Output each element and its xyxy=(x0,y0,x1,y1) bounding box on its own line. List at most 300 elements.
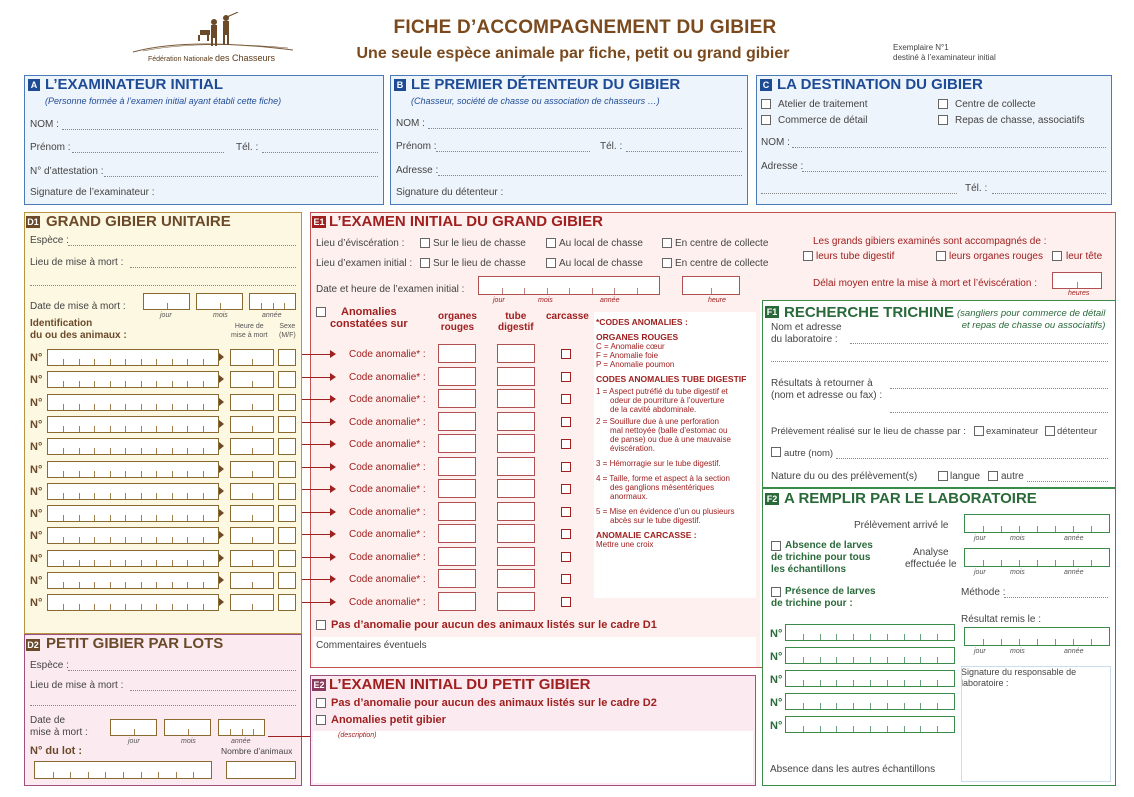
prelev-autre-input[interactable] xyxy=(836,458,1108,459)
field-divider xyxy=(125,448,126,454)
tube-digestif-field[interactable] xyxy=(497,367,535,386)
signature-labo-field[interactable] xyxy=(961,666,1111,782)
eviscer-centre-label: En centre de collecte xyxy=(675,238,769,249)
e1-heure-caption: heure xyxy=(708,297,726,304)
field-divider xyxy=(172,515,173,521)
field-divider xyxy=(141,515,142,521)
animal-id-field[interactable] xyxy=(47,394,219,411)
field-divider xyxy=(904,634,905,640)
field-divider xyxy=(920,680,921,686)
field-divider xyxy=(203,426,204,432)
animal-sexe-field[interactable] xyxy=(278,394,296,411)
field-divider xyxy=(836,703,837,709)
field-divider xyxy=(141,582,142,588)
date-annee-field[interactable] xyxy=(249,293,296,310)
field-divider xyxy=(158,772,159,778)
carcasse-checkbox[interactable] xyxy=(561,349,571,359)
animal-heure-field[interactable] xyxy=(230,371,274,388)
field-divider xyxy=(63,515,64,521)
field-divider xyxy=(820,657,821,663)
organes-rouges-field[interactable] xyxy=(438,479,476,498)
field-divider xyxy=(70,772,71,778)
section-e1-letter: E1 xyxy=(313,217,325,227)
animal-heure-field[interactable] xyxy=(230,394,274,411)
animal-no-label: N° xyxy=(30,575,43,587)
organes-rouges-field[interactable] xyxy=(438,389,476,408)
animal-id-field[interactable] xyxy=(47,438,219,455)
carcasse-checkbox[interactable] xyxy=(561,552,571,562)
field-divider xyxy=(203,493,204,499)
eviscer-local-checkbox[interactable] xyxy=(546,238,556,248)
field-divider xyxy=(94,537,95,543)
f2-jour-caption-1: jour xyxy=(974,535,986,542)
code-anomalie-label: Code anomalie* : xyxy=(349,416,426,428)
animal-no-label: N° xyxy=(30,463,43,476)
detenteur-tel-input[interactable] xyxy=(626,151,742,152)
commerce-label: Commerce de détail xyxy=(778,115,868,126)
field-divider xyxy=(870,634,871,640)
tube-digestif-field[interactable] xyxy=(497,479,535,498)
exemplaire-note: Exemplaire N°1 destiné à l’examinateur initial xyxy=(893,43,996,62)
field-divider xyxy=(110,493,111,499)
animal-id-field[interactable] xyxy=(47,505,219,522)
eviscer-label: Lieu d’éviscération : xyxy=(316,238,405,249)
tube-digestif-field[interactable] xyxy=(497,434,535,453)
acc-tete-checkbox[interactable] xyxy=(1052,251,1062,261)
delai-field[interactable] xyxy=(1052,272,1102,289)
field-divider xyxy=(141,471,142,477)
organes-rouges-field[interactable] xyxy=(438,592,476,611)
organes-rouges-field[interactable] xyxy=(438,457,476,476)
repas-checkbox[interactable] xyxy=(938,115,948,125)
examen-centre-label: En centre de collecte xyxy=(675,258,769,269)
field-divider xyxy=(172,493,173,499)
field-divider xyxy=(887,680,888,686)
prelev-autre-label: autre (nom) xyxy=(784,448,834,459)
destination-address-line2 xyxy=(761,193,957,194)
section-d1-title: GRAND GIBIER UNITAIRE xyxy=(46,213,231,230)
tube-digestif-field[interactable] xyxy=(497,592,535,611)
nom-input[interactable] xyxy=(62,129,378,130)
analyse-label: Analyse effectuée le xyxy=(905,547,957,570)
animal-id-field[interactable] xyxy=(47,527,219,544)
animal-id-field[interactable] xyxy=(47,416,219,433)
resultat-date-field[interactable] xyxy=(964,627,1110,646)
field-divider xyxy=(920,726,921,732)
espece-input[interactable] xyxy=(68,245,296,246)
field-divider xyxy=(110,471,111,477)
eviscer-local-label: Au local de chasse xyxy=(559,238,643,249)
exam-heure-field[interactable] xyxy=(682,276,740,295)
organes-rouges-field[interactable] xyxy=(438,547,476,566)
destination-tel-input[interactable] xyxy=(992,193,1106,194)
animal-id-arrow-icon xyxy=(219,420,224,428)
presence-id-field[interactable] xyxy=(785,716,955,733)
carcasse-checkbox[interactable] xyxy=(561,529,571,539)
examen-chasse-label: Sur le lieu de chasse xyxy=(433,258,526,269)
carcasse-checkbox[interactable] xyxy=(561,439,571,449)
field-divider xyxy=(853,634,854,640)
field-divider xyxy=(252,493,253,499)
attestation-label: N° d’attestation : xyxy=(30,166,104,177)
prenom-input[interactable] xyxy=(72,152,224,153)
tube-digestif-field[interactable] xyxy=(497,502,535,521)
animal-id-field[interactable] xyxy=(47,349,219,366)
field-divider xyxy=(836,680,837,686)
field-divider xyxy=(94,404,95,410)
acc-tete-label: leur tête xyxy=(1066,251,1103,262)
pas-anomalie-d2-checkbox[interactable] xyxy=(316,698,326,708)
e1-jour-caption: jour xyxy=(493,297,505,304)
field-divider xyxy=(1001,639,1002,645)
field-divider xyxy=(125,359,126,365)
field-divider xyxy=(1073,560,1074,566)
atelier-checkbox[interactable] xyxy=(761,99,771,109)
field-divider xyxy=(110,448,111,454)
field-divider xyxy=(156,471,157,477)
field-divider xyxy=(1091,639,1092,645)
codes-anomalies-legend: *CODES ANOMALIES : ORGANES ROUGES C = Anomalie cœur F = Anomalie foie P = Anomalie poumon CODES ANOMALIES TUBE DIGESTIF 1 = Aspect putréfié du tube digestif et odeur de pourriture à l’ouverture de la cavité abdominale. 2 = Souillure due à une perforation mal nettoyée (balle d’estomac ou de panse) ou due à une mauvaise éviscération. 3 = Hémorragie sur le tube digestif. 4 = Taille, forme et aspect à la section des ganglions mésentériques anormaux. 5 = Mise en évidence d’un ou plusieurs abcès sur le tube digestif. ANOMALIE CARCASSE : Mettre une croix xyxy=(596,317,747,549)
prelev-examinateur-checkbox[interactable] xyxy=(974,426,984,436)
field-divider xyxy=(252,560,253,566)
animal-no-label: N° xyxy=(30,552,43,565)
d2-date-label: Date de mise à mort : xyxy=(30,715,88,738)
d2-espece-input[interactable] xyxy=(68,670,296,671)
animal-sexe-field[interactable] xyxy=(278,505,296,522)
tube-digestif-field[interactable] xyxy=(497,457,535,476)
acc-tube-checkbox[interactable] xyxy=(803,251,813,261)
detenteur-nom-input[interactable] xyxy=(428,128,742,129)
row-arrow-icon xyxy=(330,485,336,493)
field-divider xyxy=(94,515,95,521)
section-b-detenteur xyxy=(390,75,748,205)
animal-id-arrow-icon xyxy=(219,531,224,539)
field-divider xyxy=(187,515,188,521)
organes-rouges-field[interactable] xyxy=(438,502,476,521)
destination-adresse-input[interactable] xyxy=(802,171,1106,172)
absence-autres-label: Absence dans les autres échantillons xyxy=(770,764,936,775)
carcasse-checkbox[interactable] xyxy=(561,507,571,517)
field-divider xyxy=(141,381,142,387)
examen-centre-checkbox[interactable] xyxy=(662,258,672,268)
row-arrow-icon xyxy=(330,598,336,606)
field-divider xyxy=(920,657,921,663)
presence-no-label: N° xyxy=(770,651,783,663)
field-divider xyxy=(125,515,126,521)
carcasse-checkbox[interactable] xyxy=(561,394,571,404)
row-arrow-line xyxy=(302,444,330,445)
animal-heure-field[interactable] xyxy=(230,550,274,567)
field-divider xyxy=(141,772,142,778)
animal-heure-field[interactable] xyxy=(230,416,274,433)
animal-sexe-field[interactable] xyxy=(278,371,296,388)
animal-no-label: N° xyxy=(30,441,43,454)
section-d2-letter: D2 xyxy=(27,640,39,650)
carcasse-checkbox[interactable] xyxy=(561,417,571,427)
animal-no-label: N° xyxy=(30,508,43,521)
field-divider xyxy=(125,560,126,566)
organes-rouges-field[interactable] xyxy=(438,344,476,363)
resultat-remis-label: Résultat remis le : xyxy=(961,614,1042,625)
field-divider xyxy=(203,404,204,410)
presence-id-field[interactable] xyxy=(785,624,955,641)
animal-id-arrow-icon xyxy=(219,487,224,495)
animal-heure-field[interactable] xyxy=(230,527,274,544)
eviscer-centre-checkbox[interactable] xyxy=(662,238,672,248)
tube-digestif-field[interactable] xyxy=(497,412,535,431)
commerce-checkbox[interactable] xyxy=(761,115,771,125)
e1-mois-caption: mois xyxy=(538,297,553,304)
field-divider xyxy=(88,772,89,778)
animal-heure-field[interactable] xyxy=(230,483,274,500)
section-d2-title: PETIT GIBIER PAR LOTS xyxy=(46,635,224,652)
organes-rouges-field[interactable] xyxy=(438,367,476,386)
d2-annee-field[interactable] xyxy=(218,719,265,736)
field-divider xyxy=(203,381,204,387)
organes-rouges-field[interactable] xyxy=(438,434,476,453)
carcasse-checkbox[interactable] xyxy=(561,597,571,607)
animal-sexe-field[interactable] xyxy=(278,461,296,478)
field-divider xyxy=(156,560,157,566)
row-arrow-icon xyxy=(330,463,336,471)
field-divider xyxy=(820,680,821,686)
date-jour-field[interactable] xyxy=(143,293,190,310)
presence-id-field[interactable] xyxy=(785,693,955,710)
logo-hunters-icon xyxy=(128,12,298,54)
animal-heure-field[interactable] xyxy=(230,594,274,611)
animal-heure-field[interactable] xyxy=(230,438,274,455)
animal-heure-field[interactable] xyxy=(230,461,274,478)
field-divider xyxy=(63,426,64,432)
field-divider xyxy=(156,359,157,365)
animal-id-arrow-icon xyxy=(219,509,224,517)
field-divider xyxy=(1019,560,1020,566)
animal-id-field[interactable] xyxy=(47,594,219,611)
nature-langue-checkbox[interactable] xyxy=(938,471,948,481)
anomalies-petit-checkbox[interactable] xyxy=(316,715,326,725)
centre-collecte-checkbox[interactable] xyxy=(938,99,948,109)
d2-lot-field[interactable] xyxy=(34,761,212,779)
examen-local-checkbox[interactable] xyxy=(546,258,556,268)
animal-sexe-field[interactable] xyxy=(278,594,296,611)
repas-label: Repas de chasse, associatifs xyxy=(955,115,1085,126)
nature-autre-input[interactable] xyxy=(1027,481,1108,482)
animal-id-field[interactable] xyxy=(47,550,219,567)
nom-label: NOM : xyxy=(30,119,59,130)
analyse-date-field[interactable] xyxy=(964,548,1110,567)
date-heure-label: Date et heure de l’examen initial : xyxy=(316,284,465,295)
animal-sexe-field[interactable] xyxy=(278,483,296,500)
jour-caption: jour xyxy=(160,312,172,319)
field-divider xyxy=(125,404,126,410)
d2-lieu-input[interactable] xyxy=(130,690,296,691)
d2-mois-field[interactable] xyxy=(164,719,211,736)
field-divider xyxy=(904,726,905,732)
field-divider xyxy=(110,359,111,365)
field-divider xyxy=(187,493,188,499)
field-divider xyxy=(94,381,95,387)
page-subtitle: Une seule espèce animale par fiche, petit ou grand gibier xyxy=(356,45,790,62)
sexe-caption: Sexe (M/F) xyxy=(279,323,296,339)
presence-id-field[interactable] xyxy=(785,647,955,664)
animal-id-arrow-icon xyxy=(219,598,224,606)
col-carcasse-header: carcasse xyxy=(546,311,589,322)
animal-heure-field[interactable] xyxy=(230,505,274,522)
f2-annee-caption-2: année xyxy=(1064,569,1084,576)
section-c-title: LA DESTINATION DU GIBIER xyxy=(777,76,983,93)
labo-line2 xyxy=(771,361,1108,362)
tube-digestif-field[interactable] xyxy=(497,389,535,408)
section-f1-subtitle: (sangliers pour commerce de détail et repas de chasse ou associatifs) xyxy=(957,308,1106,331)
field-divider xyxy=(172,604,173,610)
organes-rouges-field[interactable] xyxy=(438,569,476,588)
lieu-mise-mort-input[interactable] xyxy=(130,267,296,268)
code-anomalie-label: Code anomalie* : xyxy=(349,461,426,473)
tube-digestif-field[interactable] xyxy=(497,547,535,566)
anomalies-checkbox[interactable] xyxy=(316,307,326,317)
presence-id-field[interactable] xyxy=(785,670,955,687)
field-divider xyxy=(141,448,142,454)
presence-no-label: N° xyxy=(770,674,783,686)
examen-chasse-checkbox[interactable] xyxy=(420,258,430,268)
field-divider xyxy=(63,604,64,610)
animal-sexe-field[interactable] xyxy=(278,527,296,544)
field-divider xyxy=(242,729,243,735)
animal-no-label: N° xyxy=(30,530,43,543)
animal-id-arrow-icon xyxy=(219,554,224,562)
detenteur-nom-label: NOM : xyxy=(396,118,425,129)
labo-input[interactable] xyxy=(850,343,1108,344)
field-divider xyxy=(1001,560,1002,566)
destination-nom-input[interactable] xyxy=(792,147,1106,148)
code-anomalie-label: Code anomalie* : xyxy=(349,574,426,585)
resultats-label: Résultats à retourner à (nom et adresse ou fax) : xyxy=(771,378,883,401)
carcasse-checkbox[interactable] xyxy=(561,462,571,472)
tube-digestif-field[interactable] xyxy=(497,344,535,363)
field-divider xyxy=(252,381,253,387)
description-field[interactable] xyxy=(313,731,753,783)
field-divider xyxy=(63,560,64,566)
tel-input[interactable] xyxy=(262,152,378,153)
animal-sexe-field[interactable] xyxy=(278,572,296,589)
animal-id-field[interactable] xyxy=(47,461,219,478)
animal-heure-field[interactable] xyxy=(230,349,274,366)
carcasse-checkbox[interactable] xyxy=(561,574,571,584)
field-divider xyxy=(63,471,64,477)
animal-sexe-field[interactable] xyxy=(278,349,296,366)
field-divider xyxy=(172,582,173,588)
atelier-label: Atelier de traitement xyxy=(778,99,868,110)
d2-jour-caption: jour xyxy=(128,738,140,745)
section-f2-title: A REMPLIR PAR LE LABORATOIRE xyxy=(784,490,1037,507)
field-divider xyxy=(252,471,253,477)
animal-id-field[interactable] xyxy=(47,572,219,589)
field-divider xyxy=(187,448,188,454)
arrive-label: Prélèvement arrivé le xyxy=(854,520,949,531)
d2-nombre-field[interactable] xyxy=(226,761,296,779)
arrive-date-field[interactable] xyxy=(964,514,1110,533)
field-divider xyxy=(252,604,253,610)
espece-label: Espèce : xyxy=(30,235,69,246)
animal-id-arrow-icon xyxy=(219,442,224,450)
field-divider xyxy=(172,471,173,477)
organes-rouges-field[interactable] xyxy=(438,524,476,543)
prelev-detenteur-checkbox[interactable] xyxy=(1045,426,1055,436)
animal-sexe-field[interactable] xyxy=(278,550,296,567)
pas-anomalie-d2-label: Pas d’anomalie pour aucun des animaux listés sur le cadre D2 xyxy=(331,697,657,709)
carcasse-checkbox[interactable] xyxy=(561,484,571,494)
field-divider xyxy=(63,493,64,499)
section-f1-title: RECHERCHE TRICHINE xyxy=(784,304,955,321)
row-arrow-line xyxy=(302,602,330,603)
nature-autre-checkbox[interactable] xyxy=(988,471,998,481)
field-divider xyxy=(920,634,921,640)
field-divider xyxy=(203,560,204,566)
field-divider xyxy=(203,515,204,521)
detenteur-adresse-input[interactable] xyxy=(438,175,742,176)
acc-organes-checkbox[interactable] xyxy=(936,251,946,261)
eviscer-chasse-checkbox[interactable] xyxy=(420,238,430,248)
resultats-input[interactable] xyxy=(890,388,1108,389)
d2-jour-field[interactable] xyxy=(110,719,157,736)
field-divider xyxy=(141,404,142,410)
carcasse-checkbox[interactable] xyxy=(561,372,571,382)
d2-lot-label: N° du lot : xyxy=(30,745,83,757)
animal-heure-field[interactable] xyxy=(230,572,274,589)
attestation-input[interactable] xyxy=(104,176,378,177)
date-mois-field[interactable] xyxy=(196,293,243,310)
f2-annee-caption-1: année xyxy=(1064,535,1084,542)
field-divider xyxy=(547,288,548,294)
examen-local-label: Au local de chasse xyxy=(559,258,643,269)
field-divider xyxy=(187,404,188,410)
field-divider xyxy=(94,471,95,477)
prelevement-label: Prélèvement réalisé sur le lieu de chasse par : xyxy=(771,426,966,437)
field-divider xyxy=(937,680,938,686)
prelev-examinateur-label: examinateur xyxy=(986,426,1039,437)
nature-label: Nature du ou des prélèvement(s) xyxy=(771,471,918,482)
organes-rouges-field[interactable] xyxy=(438,412,476,431)
prelev-autre-checkbox[interactable] xyxy=(771,447,781,457)
animal-sexe-field[interactable] xyxy=(278,416,296,433)
field-divider xyxy=(172,537,173,543)
exam-date-field[interactable] xyxy=(478,276,660,295)
code-anomalie-label: Code anomalie* : xyxy=(349,394,426,405)
animal-id-field[interactable] xyxy=(47,371,219,388)
code-anomalie-label: Code anomalie* : xyxy=(349,484,426,495)
field-divider xyxy=(1019,639,1020,645)
animal-sexe-field[interactable] xyxy=(278,438,296,455)
methode-input[interactable] xyxy=(1004,597,1108,598)
mois-caption: mois xyxy=(213,312,228,319)
field-divider xyxy=(711,288,712,294)
field-divider xyxy=(123,772,124,778)
field-divider xyxy=(156,582,157,588)
field-divider xyxy=(853,703,854,709)
pas-anomalie-d1-label: Pas d’anomalie pour aucun des animaux listés sur le cadre D1 xyxy=(331,619,657,631)
field-divider xyxy=(569,288,570,294)
methode-label: Méthode : xyxy=(961,587,1006,598)
tube-digestif-field[interactable] xyxy=(497,524,535,543)
tube-digestif-field[interactable] xyxy=(497,569,535,588)
pas-anomalie-d1-checkbox[interactable] xyxy=(316,620,326,630)
detenteur-prenom-input[interactable] xyxy=(436,151,590,152)
animal-id-field[interactable] xyxy=(47,483,219,500)
field-divider xyxy=(887,657,888,663)
field-divider xyxy=(172,560,173,566)
field-divider xyxy=(1037,560,1038,566)
field-divider xyxy=(904,703,905,709)
